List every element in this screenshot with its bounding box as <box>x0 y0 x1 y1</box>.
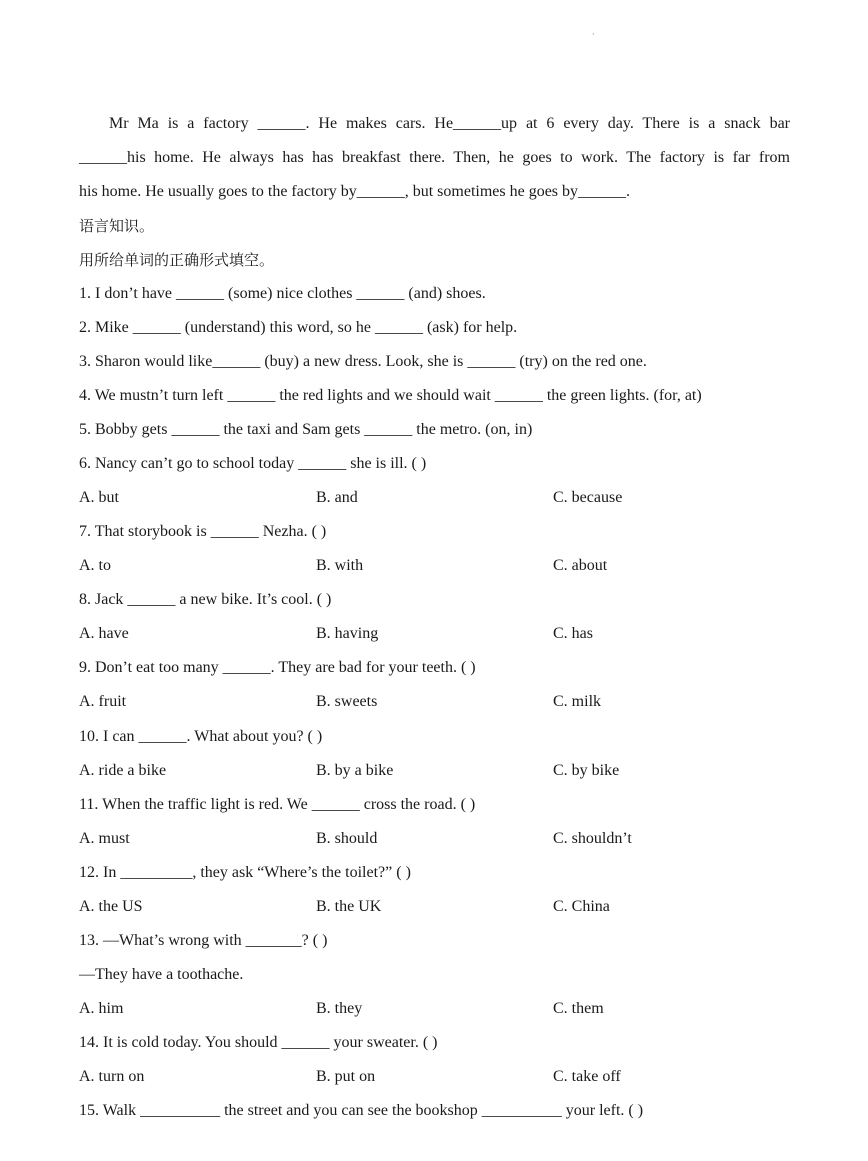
question-11-option-a: A. must <box>79 830 130 847</box>
question-10-option-a: A. ride a bike <box>79 762 167 779</box>
question-8-option-b: B. having <box>316 625 379 642</box>
question-7-option-c: C. about <box>553 557 608 574</box>
passage-line-1: Mr Ma is a factory ______. He makes cars. He______up at 6 every day. There is a snack bar <box>109 115 790 132</box>
question-12-option-c: C. China <box>553 898 610 915</box>
question-13-option-b: B. they <box>316 1000 363 1017</box>
question-14-stem: 14. It is cold today. You should ______ your sweater. ( ) <box>79 1034 438 1051</box>
question-9-option-b: B. sweets <box>316 693 378 710</box>
question-6-option-b: B. and <box>316 489 358 506</box>
question-11-option-b: B. should <box>316 830 378 847</box>
question-14-option-a: A. turn on <box>79 1068 145 1085</box>
question-12-option-a: A. the US <box>79 898 143 915</box>
fill-item-2: 2. Mike ______ (understand) this word, so he ______ (ask) for help. <box>79 319 518 336</box>
section-title: 语言知识。 <box>79 217 155 235</box>
question-6-option-a: A. but <box>79 489 119 506</box>
fill-item-3: 3. Sharon would like______ (buy) a new dress. Look, she is ______ (try) on the red one. <box>79 353 647 370</box>
header-mark: · <box>592 30 595 39</box>
question-8-stem: 8. Jack ______ a new bike. It’s cool. ( ) <box>79 591 332 608</box>
question-13-reply: —They have a toothache. <box>79 966 244 983</box>
question-7-option-a: A. to <box>79 557 111 574</box>
question-8-option-a: A. have <box>79 625 129 642</box>
question-13-stem: 13. —What’s wrong with _______? ( ) <box>79 932 328 949</box>
question-6-option-c: C. because <box>553 489 623 506</box>
question-10-option-c: C. by bike <box>553 762 620 779</box>
question-12-stem: 12. In _________, they ask “Where’s the toilet?” ( ) <box>79 864 411 881</box>
fill-item-1: 1. I don’t have ______ (some) nice clothes ______ (and) shoes. <box>79 285 486 302</box>
question-11-stem: 11. When the traffic light is red. We ______ cross the road. ( ) <box>79 796 476 813</box>
instruction: 用所给单词的正确形式填空。 <box>79 251 275 269</box>
question-6-stem: 6. Nancy can’t go to school today ______ she is ill. ( ) <box>79 455 427 472</box>
question-7-stem: 7. That storybook is ______ Nezha. ( ) <box>79 523 327 540</box>
question-11-option-c: C. shouldn’t <box>553 830 632 847</box>
question-8-option-c: C. has <box>553 625 593 642</box>
question-12-option-b: B. the UK <box>316 898 382 915</box>
question-14-option-b: B. put on <box>316 1068 376 1085</box>
question-15-stem: 15. Walk __________ the street and you can see the bookshop __________ your left. ( ) <box>79 1102 644 1119</box>
question-10-option-b: B. by a bike <box>316 762 394 779</box>
question-9-option-a: A. fruit <box>79 693 127 710</box>
question-7-option-b: B. with <box>316 557 364 574</box>
question-13-option-c: C. them <box>553 1000 604 1017</box>
question-9-option-c: C. milk <box>553 693 602 710</box>
question-10-stem: 10. I can ______. What about you? ( ) <box>79 728 323 745</box>
fill-item-4: 4. We mustn’t turn left ______ the red lights and we should wait ______ the green lights. (for, at) <box>79 387 702 404</box>
question-14-option-c: C. take off <box>553 1068 621 1085</box>
passage-line-2: ______his home. He always has has breakfast there. Then, he goes to work. The factory is far from <box>79 149 790 166</box>
question-13-option-a: A. him <box>79 1000 124 1017</box>
fill-item-5: 5. Bobby gets ______ the taxi and Sam gets ______ the metro. (on, in) <box>79 421 533 438</box>
question-9-stem: 9. Don’t eat too many ______. They are bad for your teeth. ( ) <box>79 659 476 676</box>
passage-line-3: his home. He usually goes to the factory by______, but sometimes he goes by______. <box>79 183 631 200</box>
